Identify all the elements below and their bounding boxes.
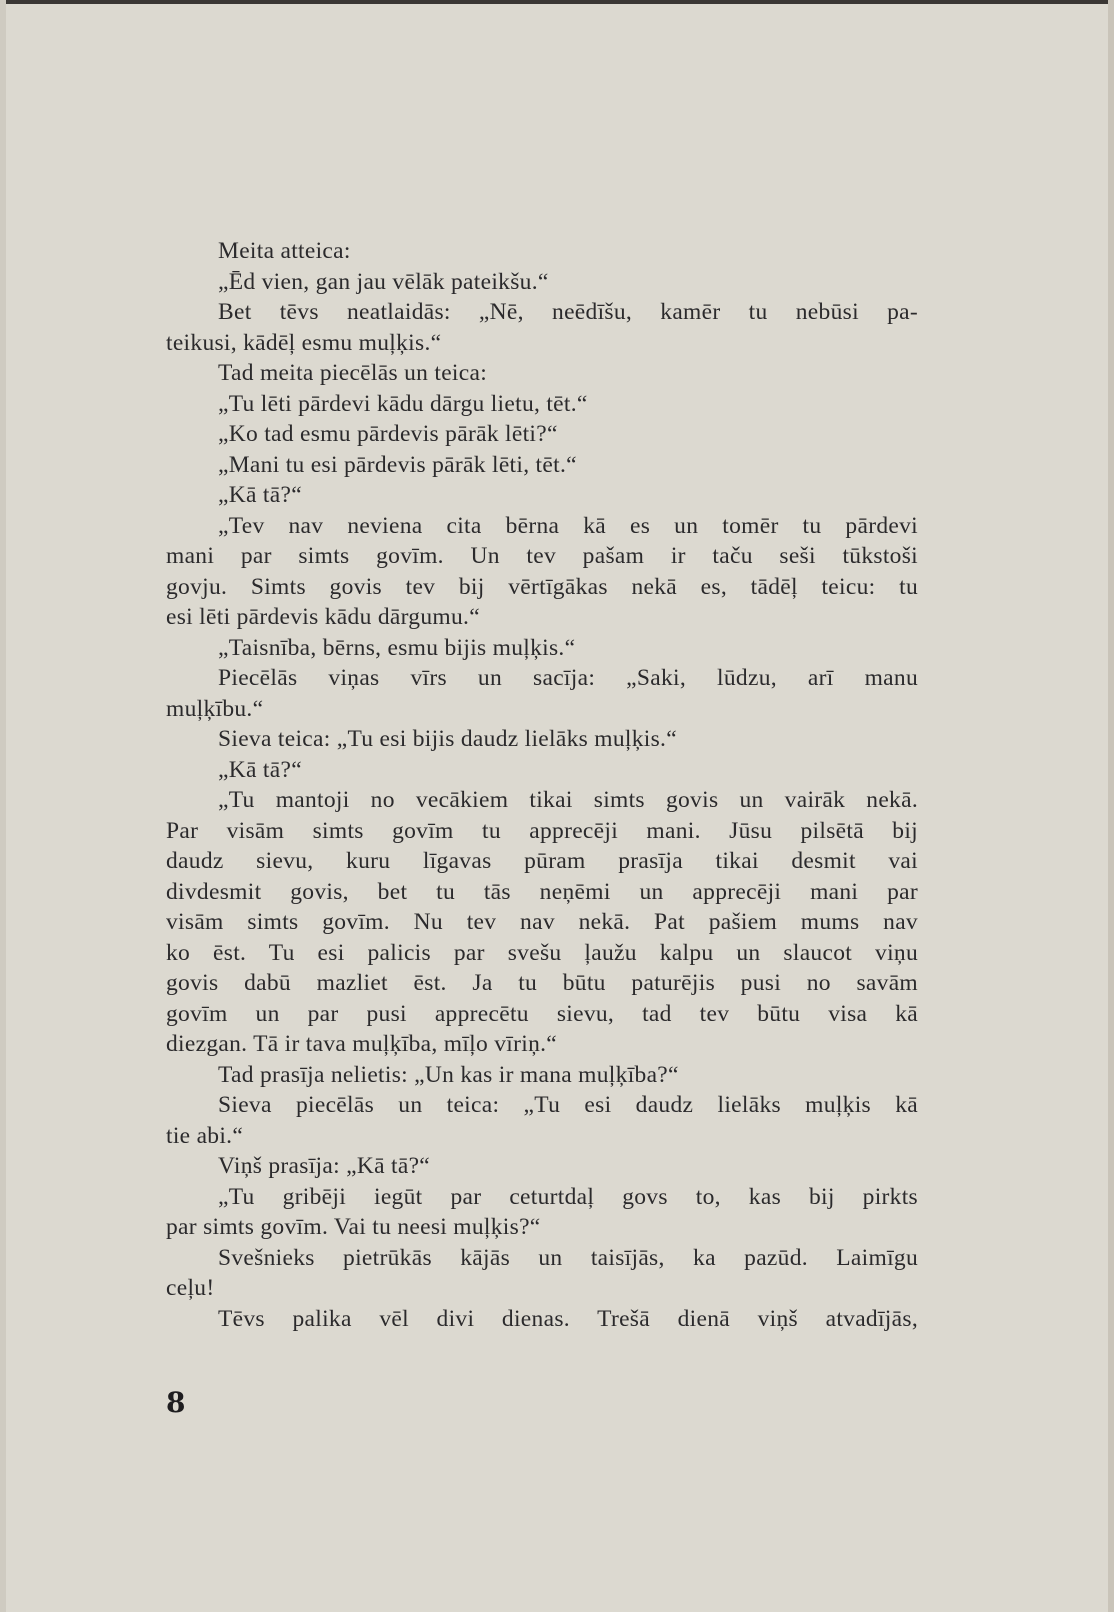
text-line: „Mani tu esi pārdevis pārāk lēti, tēt.“: [218, 451, 577, 478]
page-right-edge: [1108, 0, 1114, 1612]
text-line: muļķību.“: [166, 695, 264, 722]
text-line: teikusi, kādēļ esmu muļķis.“: [166, 329, 442, 356]
text-line: diezgan. Tā ir tava muļķība, mīļo vīriņ.“: [166, 1031, 558, 1057]
text-line: govis dabū mazliet ēst. Ja tu būtu paturējis pusi no savām: [166, 970, 918, 996]
text-line: Piecēlās viņas vīrs un sacīja: „Saki, lūdzu, arī manu: [218, 665, 918, 691]
text-line: esi lēti pārdevis kādu dārgumu.“: [166, 604, 480, 630]
text-line: „Ēd vien, gan jau vēlāk pateikšu.“: [218, 268, 549, 295]
text-line: „Tev nav neviena cita bērna kā es un tomēr tu pārdevi: [218, 512, 918, 539]
text-line: Meita atteica:: [218, 238, 351, 264]
page-number: 8: [166, 1386, 186, 1419]
text-line: „Tu gribēji iegūt par ceturtdaļ govs to, kas bij pirkts: [218, 1183, 918, 1210]
text-line: Tad prasīja nelietis: „Un kas ir mana muļķība?“: [218, 1061, 679, 1088]
text-line: mani par simts govīm. Un tev pašam ir taču seši tūkstoši: [166, 543, 918, 569]
text-line: „Tu mantoji no vecākiem tikai simts govis un vairāk nekā.: [218, 787, 918, 813]
text-line: ko ēst. Tu esi palicis par svešu ļaužu kalpu un slaucot viņu: [166, 939, 918, 966]
text-line: tie abi.“: [166, 1122, 244, 1149]
text-line: visām simts govīm. Nu tev nav nekā. Pat pašiem mums nav: [166, 909, 918, 935]
text-line: Viņš prasīja: „Kā tā?“: [218, 1153, 431, 1179]
page-left-edge: [0, 0, 6, 1612]
text-line: Bet tēvs neatlaidās: „Nē, neēdīšu, kamēr tu nebūsi pa-: [218, 299, 918, 325]
text-line: Tēvs palika vēl divi dienas. Trešā dienā viņš atvadījās,: [218, 1305, 918, 1332]
text-line: daudz sievu, kuru līgavas pūram prasīja tikai desmit vai: [166, 848, 918, 874]
text-line: ceļu!: [166, 1275, 215, 1301]
text-line: govīm un par pusi apprecētu sievu, tad tev būtu visa kā: [166, 1000, 918, 1027]
text-line: Par visām simts govīm tu apprecēji mani. Jūsu pilsētā bij: [166, 817, 918, 844]
text-line: „Ko tad esmu pārdevis pārāk lēti?“: [218, 421, 558, 447]
text-line: Sieva piecēlās un teica: „Tu esi daudz lielāks muļķis kā: [218, 1092, 918, 1118]
text-line: Tad meita piecēlās un teica:: [218, 360, 488, 386]
body-text: [166, 236, 918, 1334]
page-top-edge: [0, 0, 1114, 4]
text-line: „Tu lēti pārdevi kādu dārgu lietu, tēt.“: [218, 390, 588, 417]
text-line: „Taisnība, bērns, esmu bijis muļķis.“: [218, 634, 576, 661]
text-line: „Kā tā?“: [218, 756, 302, 783]
text-line: par simts govīm. Vai tu neesi muļķis?“: [166, 1214, 541, 1240]
text-line: divdesmit govis, bet tu tās neņēmi un apprecēji mani par: [166, 878, 918, 905]
text-line: „Kā tā?“: [218, 482, 302, 508]
text-line: Sieva teica: „Tu esi bijis daudz lielāks muļķis.“: [218, 726, 677, 752]
text-line: Svešnieks pietrūkās kājās un taisījās, ka pazūd. Laimīgu: [218, 1244, 918, 1271]
text-line: govju. Simts govis tev bij vērtīgākas nekā es, tādēļ teicu: tu: [166, 573, 918, 600]
